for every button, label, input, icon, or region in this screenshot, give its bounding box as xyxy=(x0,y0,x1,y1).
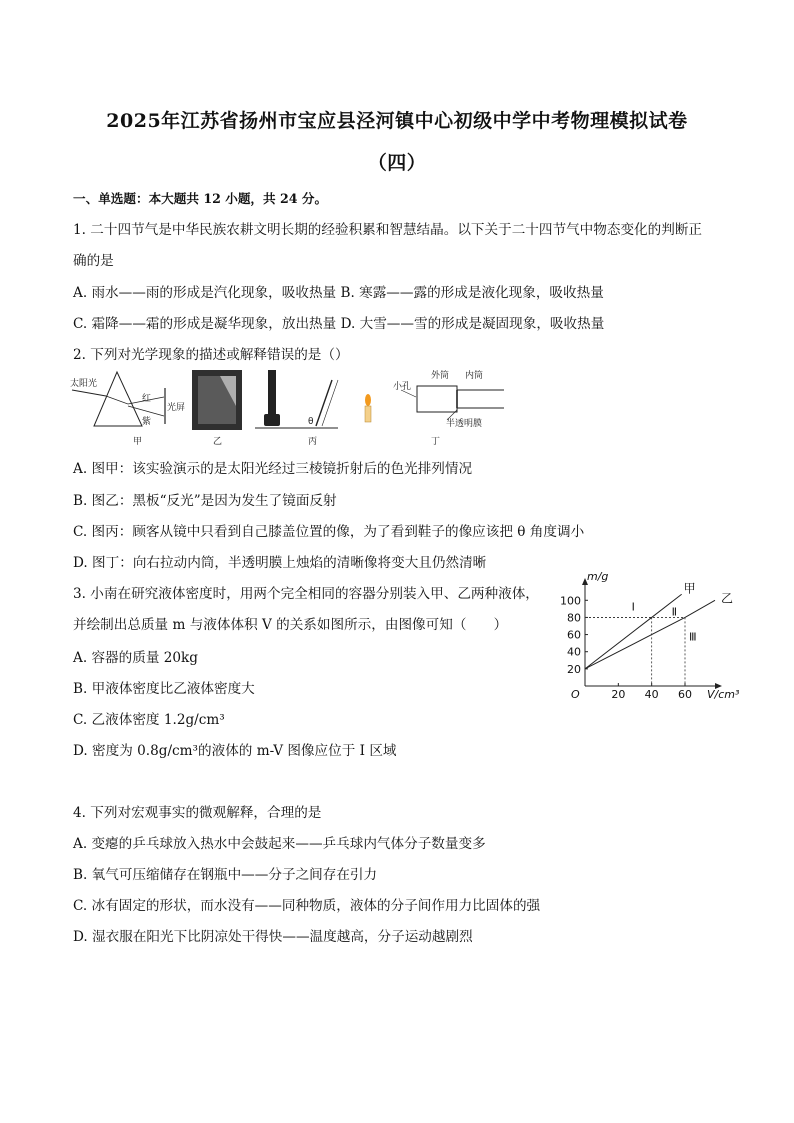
label-outer-tube: 外筒 xyxy=(431,371,450,381)
q4-option-d: D. 湿衣服在阳光下比阴凉处干得快——温度越高，分子运动越剧烈 xyxy=(73,929,473,945)
q3-option-a: A. 容器的质量 20kg xyxy=(73,650,198,666)
y-tick-label: 40 xyxy=(567,645,581,659)
q3-stem-line2: 并绘制出总质量 m 与液体体积 V 的关系如图所示，由图像可知（ ） xyxy=(73,617,508,633)
x-axis-label: V/cm³ xyxy=(707,688,740,701)
q2-option-a: A. 图甲：该实验演示的是太阳光经过三棱镜折射后的色光排列情况 xyxy=(73,461,473,477)
label-ding: 丁 xyxy=(431,437,441,447)
region-label-1: Ⅱ xyxy=(671,605,678,619)
q2-option-d: D. 图丁：向右拉动内筒，半透明膜上烛焰的清晰像将变大且仍然清晰 xyxy=(73,555,487,571)
x-tick-label: 40 xyxy=(644,688,659,701)
q3-mass-volume-chart xyxy=(555,570,740,720)
label-inner-tube: 内筒 xyxy=(465,371,484,381)
exam-title-line1: 2025年江苏省扬州市宝应县泾河镇中心初级中学中考物理模拟试卷 xyxy=(106,110,688,132)
label-screen: 光屏 xyxy=(167,403,186,413)
figure-jia-prism xyxy=(70,372,185,447)
label-pinhole: 小孔 xyxy=(393,382,412,392)
q2-stem: 2. 下列对光学现象的描述或解释错误的是（） xyxy=(73,347,349,363)
section-heading-single-choice: 一、单选题：本大题共 12 小题，共 24 分。 xyxy=(73,191,328,206)
q4-option-b: B. 氧气可压缩储存在钢瓶中——分子之间存在引力 xyxy=(73,867,378,883)
region-label-0: Ⅰ xyxy=(631,600,635,614)
x-tick-label: 20 xyxy=(611,688,626,701)
y-tick-label: 80 xyxy=(567,611,581,625)
x-tick-label: 60 xyxy=(678,688,692,701)
q4-option-c: C. 冰有固定的形状，而水没有——同种物质，液体的分子间作用力比固体的强 xyxy=(73,898,541,914)
series-label-0: 甲 xyxy=(683,581,696,596)
q1-stem-line1: 1. 二十四节气是中华民族农耕文明长期的经验积累和智慧结晶。以下关于二十四节气中物态变化的判断正 xyxy=(73,222,703,238)
candle-icon xyxy=(365,394,371,422)
y-axis-label: m/g xyxy=(587,570,609,583)
q3-stem-line1: 3. 小南在研究液体密度时，用两个完全相同的容器分别装入甲、乙两种液体， xyxy=(73,586,539,602)
q1-stem-line2: 确的是 xyxy=(73,253,114,269)
y-tick-label: 100 xyxy=(560,594,581,608)
exam-title-line2: （四） xyxy=(367,152,427,174)
q2-figure xyxy=(70,366,510,450)
label-jia: 甲 xyxy=(133,437,143,447)
y-tick-label: 60 xyxy=(567,628,581,642)
series-label-1: 乙 xyxy=(721,591,734,606)
q4-stem: 4. 下列对宏观事实的微观解释，合理的是 xyxy=(73,805,322,821)
q3-option-c: C. 乙液体密度 1.2g/cm³ xyxy=(73,712,225,728)
label-bing: 丙 xyxy=(308,437,318,447)
region-label-2: Ⅲ xyxy=(689,630,697,644)
q4-option-a: A. 变瘪的乒乓球放入热水中会鼓起来——乒乓球内气体分子数量变多 xyxy=(73,836,486,852)
origin-label: O xyxy=(571,688,580,701)
label-yi: 乙 xyxy=(213,437,223,447)
q2-option-c: C. 图丙：顾客从镜中只看到自己膝盖位置的像，为了看到鞋子的像应该把 θ 角度调小 xyxy=(73,524,585,540)
label-purple: 紫 xyxy=(142,417,152,427)
label-red: 红 xyxy=(142,394,152,404)
q2-option-b: B. 图乙：黑板“反光”是因为发生了镜面反射 xyxy=(73,493,337,509)
q1-options-cd: C. 霜降——霜的形成是凝华现象，放出热量 D. 大雪——雪的形成是凝固现象，吸收热量 xyxy=(73,316,605,332)
label-theta: θ xyxy=(308,417,314,427)
y-tick-label: 20 xyxy=(567,662,581,676)
figure-bing-mirror xyxy=(255,370,338,447)
q1-options-ab: A. 雨水——雨的形成是汽化现象，吸收热量 B. 寒露——露的形成是液化现象，吸收热量 xyxy=(73,285,604,301)
q3-option-b: B. 甲液体密度比乙液体密度大 xyxy=(73,681,255,697)
label-sunlight: 太阳光 xyxy=(70,379,98,389)
label-translucent-film: 半透明膜 xyxy=(446,419,483,429)
figure-yi-blackboard xyxy=(192,370,242,447)
figure-ding-pinhole xyxy=(393,369,504,447)
q3-option-d: D. 密度为 0.8g/cm³的液体的 m-V 图像应位于 Ⅰ 区域 xyxy=(73,743,397,759)
